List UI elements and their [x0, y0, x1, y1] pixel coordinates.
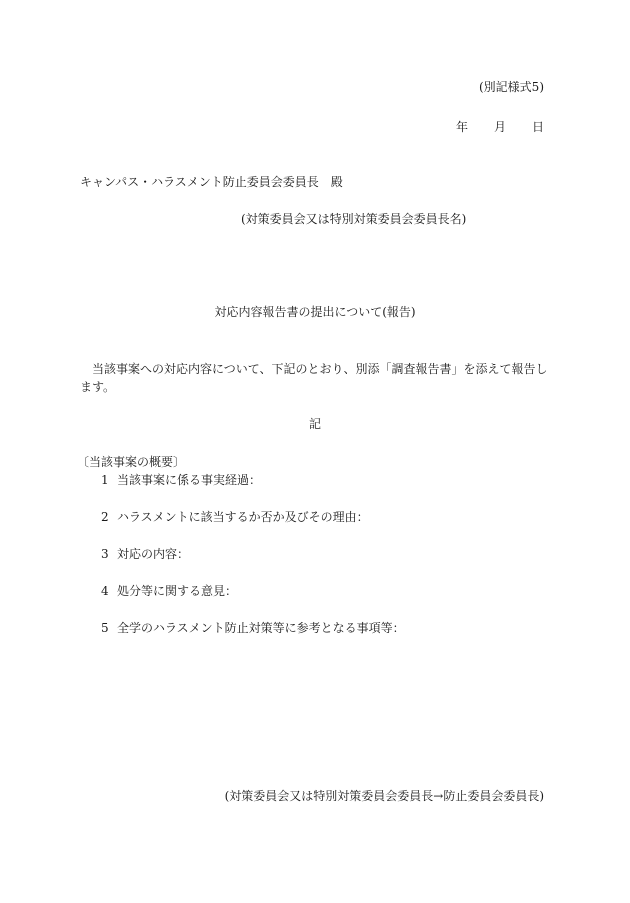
date-month: 月 — [493, 120, 506, 134]
item-label: 対応の内容： — [117, 547, 190, 561]
addressee: キャンパス・ハラスメント防止委員会委員長 殿 — [80, 175, 343, 189]
body-text: 当該事案への対応内容について、下記のとおり、別添「調査報告書」を添えて報告します。 — [80, 362, 548, 394]
list-item — [101, 547, 189, 561]
item-label: ハラスメントに該当するか否か及びその理由： — [117, 510, 369, 524]
item-label: 処分等に関する意見： — [117, 584, 238, 598]
item-label: 当該事案に係る事実経過： — [117, 473, 262, 487]
list-item — [101, 621, 405, 635]
item-number: 4 — [101, 584, 109, 598]
date-day: 日 — [531, 120, 544, 134]
item-number: 5 — [101, 621, 109, 635]
item-number: 1 — [101, 473, 109, 487]
form-number: (別記様式5) — [479, 80, 544, 94]
document-title: 対応内容報告書の提出について(報告) — [214, 305, 416, 319]
list-item — [101, 510, 369, 524]
list-item — [101, 584, 237, 598]
routing-footer: (対策委員会又は特別対策委員会委員長→防止委員会委員長) — [224, 789, 544, 803]
ki-heading: 記 — [308, 417, 321, 431]
item-number: 2 — [101, 510, 109, 524]
list-item — [101, 473, 261, 487]
item-label: 全学のハラスメント防止対策等に参考となる事項等： — [117, 621, 405, 635]
item-number: 3 — [101, 547, 109, 561]
date-line — [456, 120, 544, 134]
section-heading: 〔当該事案の概要〕 — [77, 455, 186, 469]
date-year: 年 — [455, 120, 468, 134]
sender-name: (対策委員会又は特別対策委員会委員長名) — [241, 212, 467, 226]
